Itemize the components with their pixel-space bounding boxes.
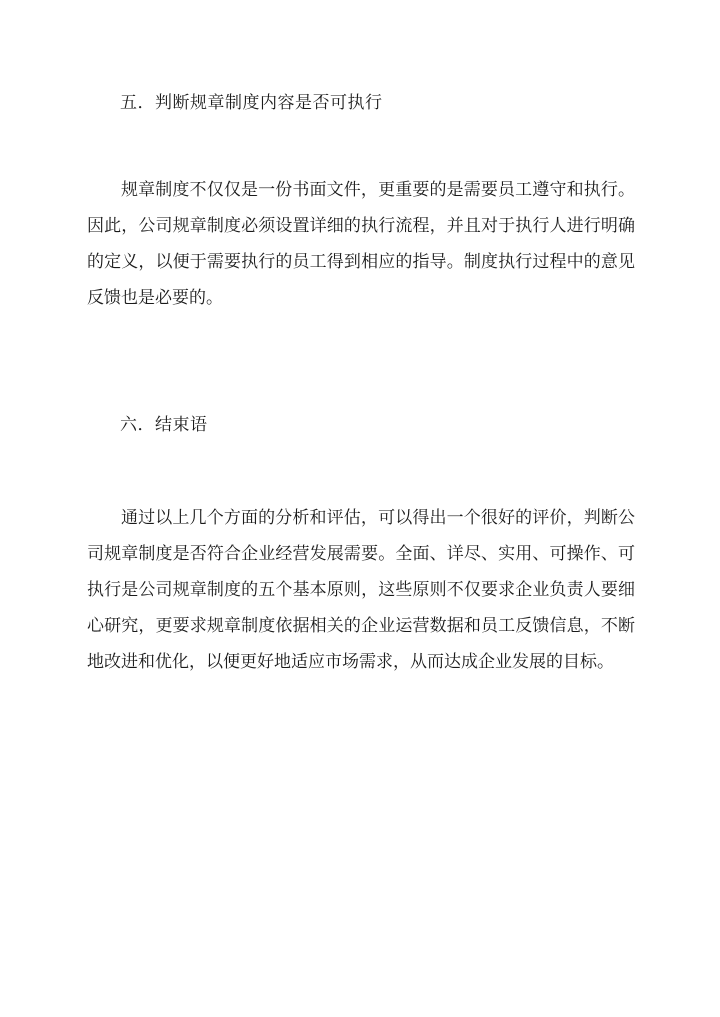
paragraph-section-5: [87, 172, 635, 316]
section-heading-5: 五．判断规章制度内容是否可执行: [120, 93, 383, 113]
paragraph-line: 规章制度不仅仅是一份书面文件，更重要的是需要员工遵守和执行。: [121, 180, 635, 200]
paragraph-line: 地改进和优化，以便更好地适应市场需求，从而达成企业发展的目标。: [87, 652, 614, 672]
paragraph-line: 的定义，以便于需要执行的员工得到相应的指导。制度执行过程中的意见: [87, 252, 635, 272]
paragraph-line: 执行是公司规章制度的五个基本原则，这些原则不仅要求企业负责人要细: [87, 580, 635, 600]
paragraph-line: 司规章制度是否符合企业经营发展需要。全面、详尽、实用、可操作、可: [87, 544, 635, 564]
section-heading-6: 六．结束语: [120, 415, 208, 435]
paragraph-line: 通过以上几个方面的分析和评估，可以得出一个很好的评价，判断公: [121, 508, 635, 528]
paragraph-section-6: [87, 500, 635, 680]
paragraph-line: 心研究，更要求规章制度依据相关的企业运营数据和员工反馈信息，不断: [87, 616, 635, 636]
paragraph-line: 反馈也是必要的。: [87, 288, 223, 308]
paragraph-line: 因此，公司规章制度必须设置详细的执行流程，并且对于执行人进行明确: [87, 216, 635, 236]
